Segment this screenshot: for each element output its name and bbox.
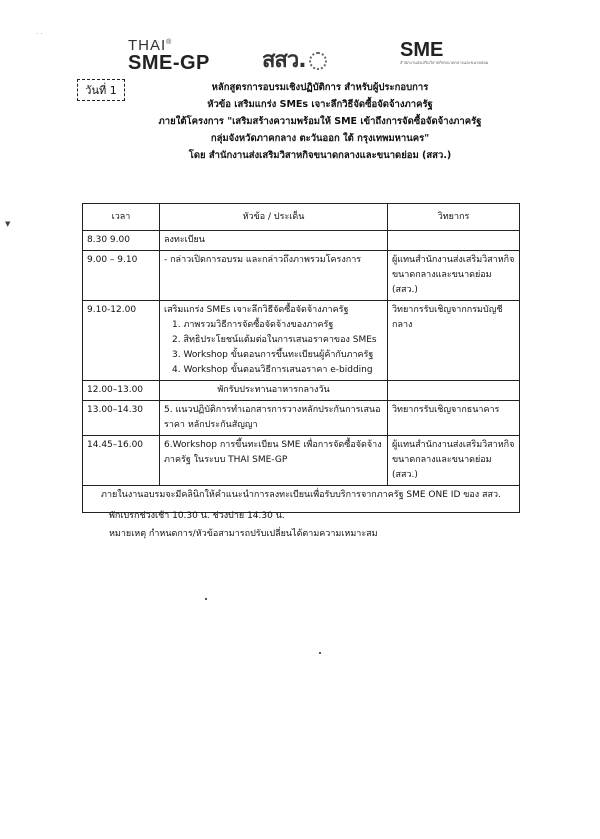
header-line: หัวข้อ เสริมแกร่ง SMEs เจาะลึกวิธีจัดซื้อจัดจ้างภาครัฐ: [207, 99, 433, 110]
speaker-cell: ผู้แทนสำนักงานส่งเสริมวิสาหกิจขนาดกลางและขนาดย่อม (สสว.): [388, 436, 520, 486]
topic-item: 1. ภาพรวมวิธีการจัดซื้อจัดจ้างของภาครัฐ: [172, 320, 334, 330]
scan-marks: · ·: [36, 30, 43, 38]
header-line: หลักสูตรการอบรมเชิงปฏิบัติการ สำหรับผู้ประกอบการ: [211, 82, 429, 93]
speaker-cell: ผู้แทนสำนักงานส่งเสริมวิสาหกิจขนาดกลางและขนาดย่อม (สสว.): [388, 251, 520, 301]
day-label: วันที่ 1: [77, 79, 125, 101]
time-cell: 14.45–16.00: [83, 436, 160, 486]
sso-logo: สสว.: [262, 42, 327, 77]
table-row: [83, 251, 520, 301]
topic-cell: - กล่าวเปิดการอบรม และกล่าวถึงภาพรวมโครงการ: [160, 251, 388, 301]
scan-speck: [319, 652, 321, 654]
speaker-cell: วิทยากรรับเชิญจากกรมบัญชีกลาง: [388, 301, 520, 381]
time-cell: 12.00–13.00: [83, 381, 160, 401]
table-row: [83, 301, 520, 381]
table-row: [83, 381, 520, 401]
speaker-cell: [388, 231, 520, 251]
sso-emblem-icon: [309, 52, 327, 70]
topic-item: 4. Workshop ขั้นตอนวิธีการเสนอราคา e-bidding: [172, 365, 373, 375]
clinic-note: ภายในงานอบรมจะมีคลินิกให้คำแนะนำการลงทะเบียนเพื่อรับบริการจากภาครัฐ SME ONE ID ของ สสว.: [83, 486, 520, 513]
scan-speck: [205, 598, 207, 600]
document-header: [120, 79, 520, 164]
header-line: กลุ่มจังหวัดภาคกลาง ตะวันออก ใต้ กรุงเทพมหานคร": [210, 133, 430, 144]
col-header-topic: หัวข้อ / ประเด็น: [160, 204, 388, 231]
time-cell: 8.30 9.00: [83, 231, 160, 251]
sme-logo: SME สำนักงานส่งเสริมวิสาหกิจขนาดกลางและขนาดย่อม: [400, 39, 489, 65]
col-header-time: เวลา: [83, 204, 160, 231]
time-cell: 13.00–14.30: [83, 401, 160, 436]
table-row: [83, 231, 520, 251]
remark-note: หมายเหตุ กำหนดการ/หัวข้อสามารถปรับเปลี่ยนได้ตามความเหมาะสม: [109, 529, 378, 539]
time-cell: 9.00 – 9.10: [83, 251, 160, 301]
topic-cell: [160, 301, 388, 381]
header-line: โดย สำนักงานส่งเสริมวิสาหกิจขนาดกลางและขนาดย่อม (สสว.): [188, 150, 452, 161]
header-line: ภายใต้โครงการ "เสริมสร้างความพร้อมให้ SME เข้าถึงการจัดซื้อจัดจ้างภาครัฐ: [158, 116, 482, 127]
schedule-table: [82, 203, 520, 513]
topic-item: 2. สิทธิประโยชน์แต้มต่อในการเสนอราคาของ SMEs: [172, 335, 377, 345]
topic-cell: 6.Workshop การขึ้นทะเบียน SME เพื่อการจัดซื้อจัดจ้างภาครัฐ ในระบบ THAI SME-GP: [160, 436, 388, 486]
speaker-cell: [388, 381, 520, 401]
break-note: พักเบรกช่วงเช้า 10.30 น. ช่วงบ่าย 14.30 น.: [109, 511, 285, 521]
topic-cell: 5. แนวปฏิบัติการทำเอกสารการวางหลักประกันการเสนอราคา หลักประกันสัญญา: [160, 401, 388, 436]
topic-cell: ลงทะเบียน: [160, 231, 388, 251]
speaker-cell: วิทยากรรับเชิญจากธนาคาร: [388, 401, 520, 436]
time-cell: 9.10-12.00: [83, 301, 160, 381]
col-header-speaker: วิทยากร: [388, 204, 520, 231]
margin-mark: ▼: [5, 220, 11, 228]
table-row: [83, 401, 520, 436]
table-row: [83, 436, 520, 486]
topic-cell: พักรับประทานอาหารกลางวัน: [160, 381, 388, 401]
topic-item: 3. Workshop ขั้นตอนการขึ้นทะเบียนผู้ค้ากับภาครัฐ: [172, 350, 374, 360]
table-header-row: [83, 204, 520, 231]
thai-sme-gp-logo: THAI® SME-GP: [128, 37, 210, 74]
topic-title: เสริมแกร่ง SMEs เจาะลึกวิธีจัดซื้อจัดจ้างภาครัฐ: [164, 305, 349, 315]
